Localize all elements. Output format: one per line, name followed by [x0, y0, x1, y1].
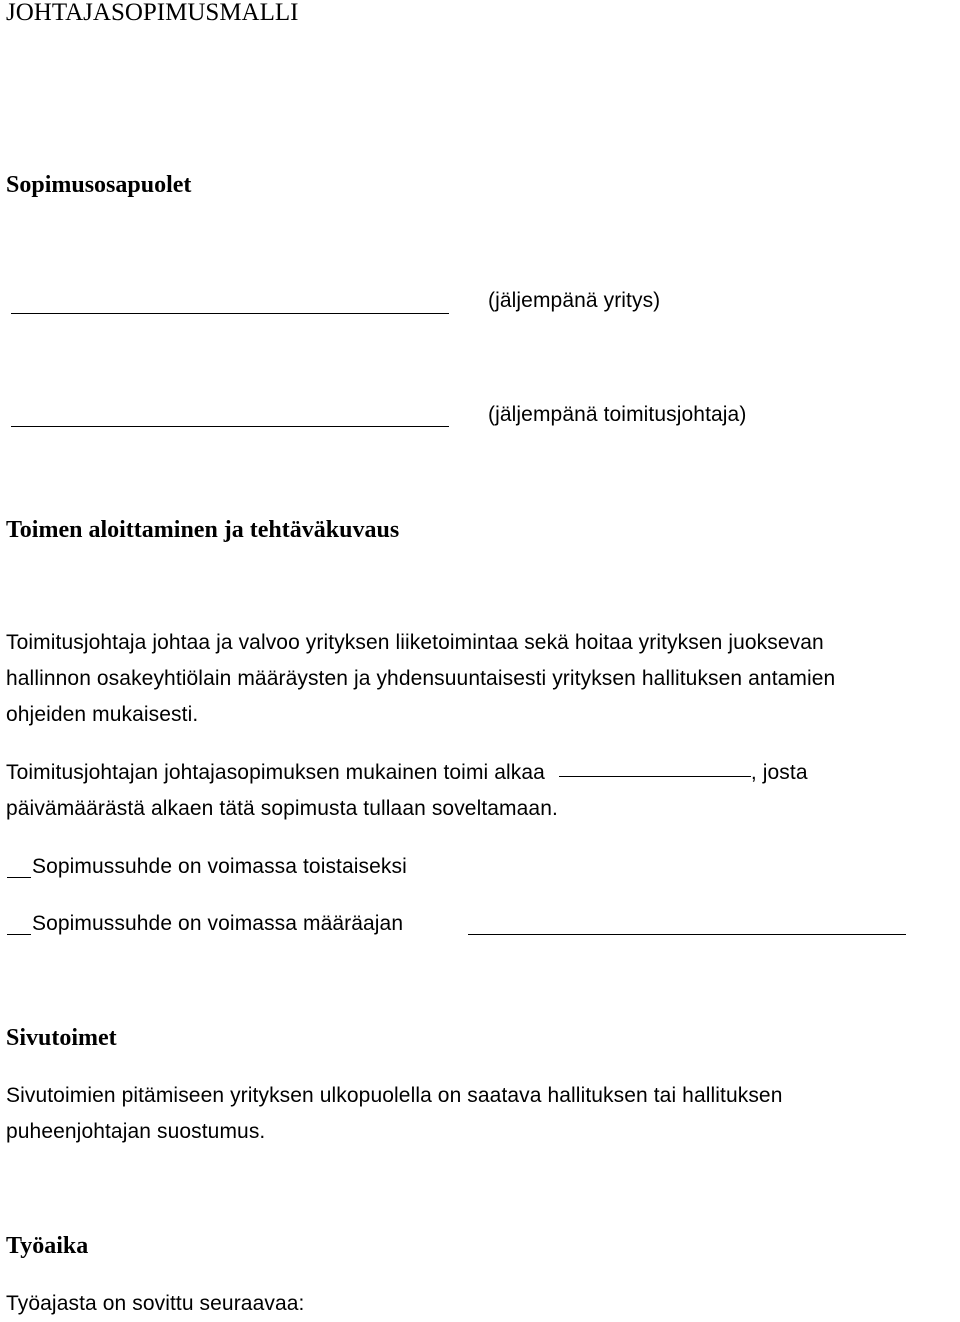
company-note: (jäljempänä yritys): [488, 289, 661, 312]
start-date-text-before: Toimitusjohtajan johtajasopimuksen mukainen toimi alkaa: [6, 761, 545, 784]
duties-line-3: ohjeiden mukaisesti.: [6, 703, 199, 726]
start-date-line-2: päivämäärästä alkaen tätä sopimusta tullaan soveltamaan.: [6, 797, 558, 820]
document-title: JOHTAJASOPIMUSMALLI: [6, 0, 299, 26]
side-jobs-paragraph: [6, 1078, 946, 1150]
indefinite-checkbox-blank[interactable]: [7, 877, 31, 878]
duties-line-2: hallinnon osakeyhtiölain määräysten ja yhdensuuntaisesti yrityksen hallituksen antamien: [6, 667, 836, 690]
start-date-paragraph: [6, 755, 946, 827]
start-date-text-after: , josta: [750, 761, 808, 784]
fixed-term-checkbox-blank[interactable]: [7, 934, 31, 935]
company-name-blank[interactable]: [11, 313, 449, 314]
option-indefinite: Sopimussuhde on voimassa toistaiseksi: [32, 855, 407, 878]
working-time-line: Työajasta on sovittu seuraavaa:: [6, 1292, 305, 1315]
fixed-term-date-blank[interactable]: [468, 934, 906, 935]
side-jobs-heading: Sivutoimet: [6, 1025, 117, 1051]
duties-line-1: Toimitusjohtaja johtaa ja valvoo yrityksen liiketoimintaa sekä hoitaa yrityksen juoksevan: [6, 631, 824, 654]
ceo-note: (jäljempänä toimitusjohtaja): [488, 403, 747, 426]
working-time-heading: Työaika: [6, 1233, 89, 1259]
parties-heading: Sopimusosapuolet: [6, 172, 192, 198]
start-section-heading: Toimen aloittaminen ja tehtäväkuvaus: [6, 517, 400, 543]
ceo-name-blank[interactable]: [11, 426, 449, 427]
option-fixed-term: Sopimussuhde on voimassa määräajan: [32, 912, 404, 935]
duties-paragraph: [6, 625, 946, 733]
side-jobs-line-1: Sivutoimien pitämiseen yrityksen ulkopuolella on saatava hallituksen tai hallituksen: [6, 1084, 783, 1107]
side-jobs-line-2: puheenjohtajan suostumus.: [6, 1120, 266, 1143]
start-date-blank[interactable]: [559, 775, 751, 777]
